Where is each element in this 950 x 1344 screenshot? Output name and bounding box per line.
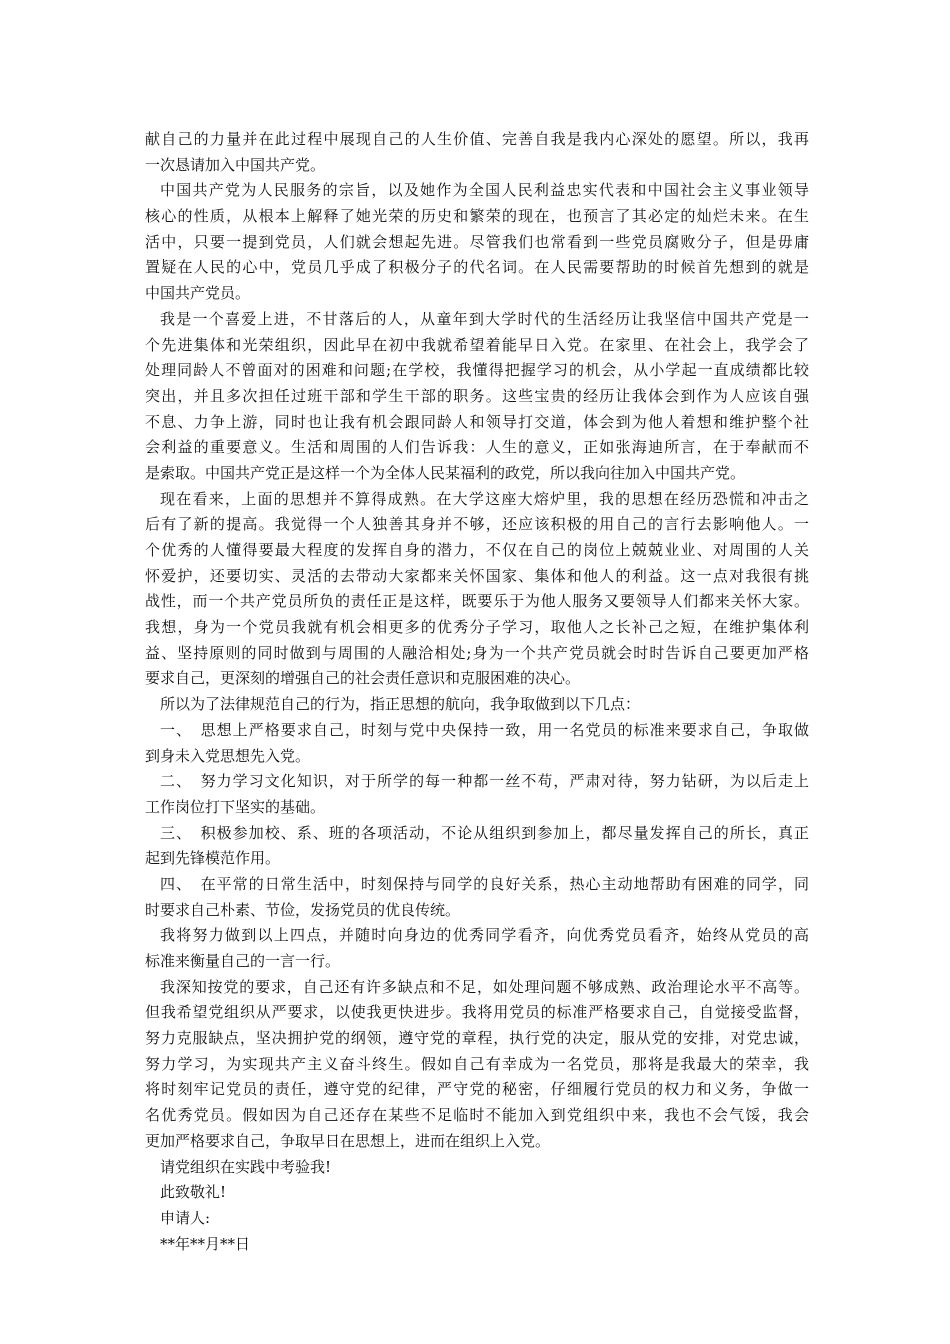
text-line: 核心的性质，从根本上解释了她光荣的历史和繁荣的现在，也预言了其必定的灿烂未来。在生 <box>145 207 809 226</box>
text-line: 时要求自己朴素、节俭，发扬党员的优良传统。 <box>145 900 461 919</box>
text-line: 工作岗位打下坚实的基础。 <box>145 797 326 816</box>
text-line: 处理同龄人不曾面对的困难和问题;在学校，我懂得把握学习的机会，从小学起一直成绩都比较 <box>145 361 809 380</box>
text-line: 中国共产党为人民服务的宗旨，以及她作为全国人民利益忠实代表和中国社会主义事业领导 <box>160 181 809 200</box>
text-line: 益、坚持原则的同时做到与周围的人融洽相处;身为一个共产党员就会时时告诉自己要更加严格 <box>145 643 809 662</box>
text-line: 起到先锋模范作用。 <box>145 849 281 868</box>
text-line: 努力学习，为实现共产主义奋斗终生。假如自己有幸成为一名党员，那将是我最大的荣幸，我 <box>145 1054 809 1073</box>
text-line: 战性，而一个共产党员所负的责任正是这样，既要乐于为他人服务又要领导人们都来关怀大家。 <box>145 592 809 611</box>
text-line: 一次恳请加入中国共产党。 <box>145 155 326 174</box>
text-line: 是索取。中国共产党正是这样一个为全体人民某福利的政党，所以我向往加入中国共产党。 <box>145 463 746 482</box>
text-line: 活中，只要一提到党员，人们就会想起先进。尽管我们也常看到一些党员腐败分子，但是毋庸 <box>145 232 809 251</box>
text-line: 申请人: <box>160 1208 211 1227</box>
text-line: 怀爱护，还要切实、灵活的去带动大家都来关怀国家、集体和他人的利益。这一点对我很有挑 <box>145 566 809 585</box>
text-line: **年**月**日 <box>160 1234 251 1253</box>
text-line: 一、 思想上严格要求自己，时刻与党中央保持一致，用一名党员的标准来要求自己，争取做 <box>160 720 809 739</box>
text-line: 我深知按党的要求，自己还有许多缺点和不足，如处理问题不够成熟、政治理论水平不高等。 <box>160 977 809 996</box>
text-line: 此致敬礼! <box>160 1183 227 1202</box>
text-line: 我想，身为一个党员我就有机会相更多的优秀分子学习，取他人之长补己之短，在维护集体利 <box>145 618 809 637</box>
text-line: 二、 努力学习文化知识，对于所学的每一种都一丝不苟，严肃对待，努力钻研，为以后走上 <box>160 772 809 791</box>
text-line: 突出，并且多次担任过班干部和学生干部的职务。这些宝贵的经历让我体会到作为人应该自强 <box>145 386 809 405</box>
text-line: 我是一个喜爱上进，不甘落后的人，从童年到大学时代的生活经历让我坚信中国共产党是一 <box>160 309 809 328</box>
text-line: 努力克服缺点，坚决拥护党的纲领，遵守党的章程，执行党的决定，服从党的安排，对党忠诚， <box>145 1029 809 1048</box>
text-line: 将时刻牢记党员的责任，遵守党的纪律，严守党的秘密，仔细履行党员的权力和义务，争做一 <box>145 1080 809 1099</box>
text-line: 名优秀党员。假如因为自己还存在某些不足临时不能加入到党组织中来，我也不会气馁，我会 <box>145 1106 809 1125</box>
text-line: 个优秀的人懂得要最大程度的发挥自身的潜力，不仅在自己的岗位上兢兢业业、对周围的人关 <box>145 541 809 559</box>
application-letter-body <box>145 127 809 1257</box>
text-line: 置疑在人民的心中，党员几乎成了积极分子的代名词。在人民需要帮助的时候首先想到的就是 <box>145 258 809 277</box>
text-line: 我将努力做到以上四点，并随时向身边的优秀同学看齐，向优秀党员看齐，始终从党员的高 <box>160 926 809 945</box>
text-line: 会利益的重要意义。生活和周围的人们告诉我：人生的意义，正如张海迪所言，在于奉献而不 <box>145 438 809 457</box>
text-line: 四、 在平常的日常生活中，时刻保持与同学的良好关系，热心主动地帮助有困难的同学，同 <box>160 874 809 893</box>
text-line: 要求自己，更深刻的增强自己的社会责任意识和克服困难的决心。 <box>145 669 581 688</box>
text-line: 个先进集体和光荣组织，因此早在初中我就希望着能早日入党。在家里、在社会上，我学会了 <box>145 335 809 354</box>
text-line: 更加严格要求自己，争取早日在思想上，进而在组织上入党。 <box>145 1131 551 1150</box>
text-line: 到身未入党思想先入党。 <box>145 746 311 765</box>
text-line: 不息、力争上游，同时也让我有机会跟同龄人和领导打交道，体会到为他人着想和维护整个社 <box>145 412 809 431</box>
text-line: 标准来衡量自己的一言一行。 <box>145 952 341 970</box>
text-line: 但我希望党组织从严要求，以使我更快进步。我将用党员的标准严格要求自己，自觉接受监督， <box>145 1003 809 1022</box>
text-line: 后有了新的提高。我觉得一个人独善其身并不够，还应该积极的用自己的言行去影响他人。一 <box>145 515 809 534</box>
text-line: 现在看来，上面的思想并不算得成熟。在大学这座大熔炉里，我的思想在经历恐慌和冲击之 <box>160 489 809 508</box>
text-line: 所以为了法律规范自己的行为，指正思想的航向，我争取做到以下几点： <box>160 695 641 714</box>
text-line: 献自己的力量并在此过程中展现自己的人生价值、完善自我是我内心深处的愿望。所以，我再 <box>145 130 809 148</box>
text-line: 三、 积极参加校、系、班的各项活动，不论从组织到参加上，都尽量发挥自己的所长，真正 <box>160 823 809 842</box>
text-line: 请党组织在实践中考验我! <box>160 1157 332 1176</box>
text-line: 中国共产党员。 <box>145 284 251 303</box>
